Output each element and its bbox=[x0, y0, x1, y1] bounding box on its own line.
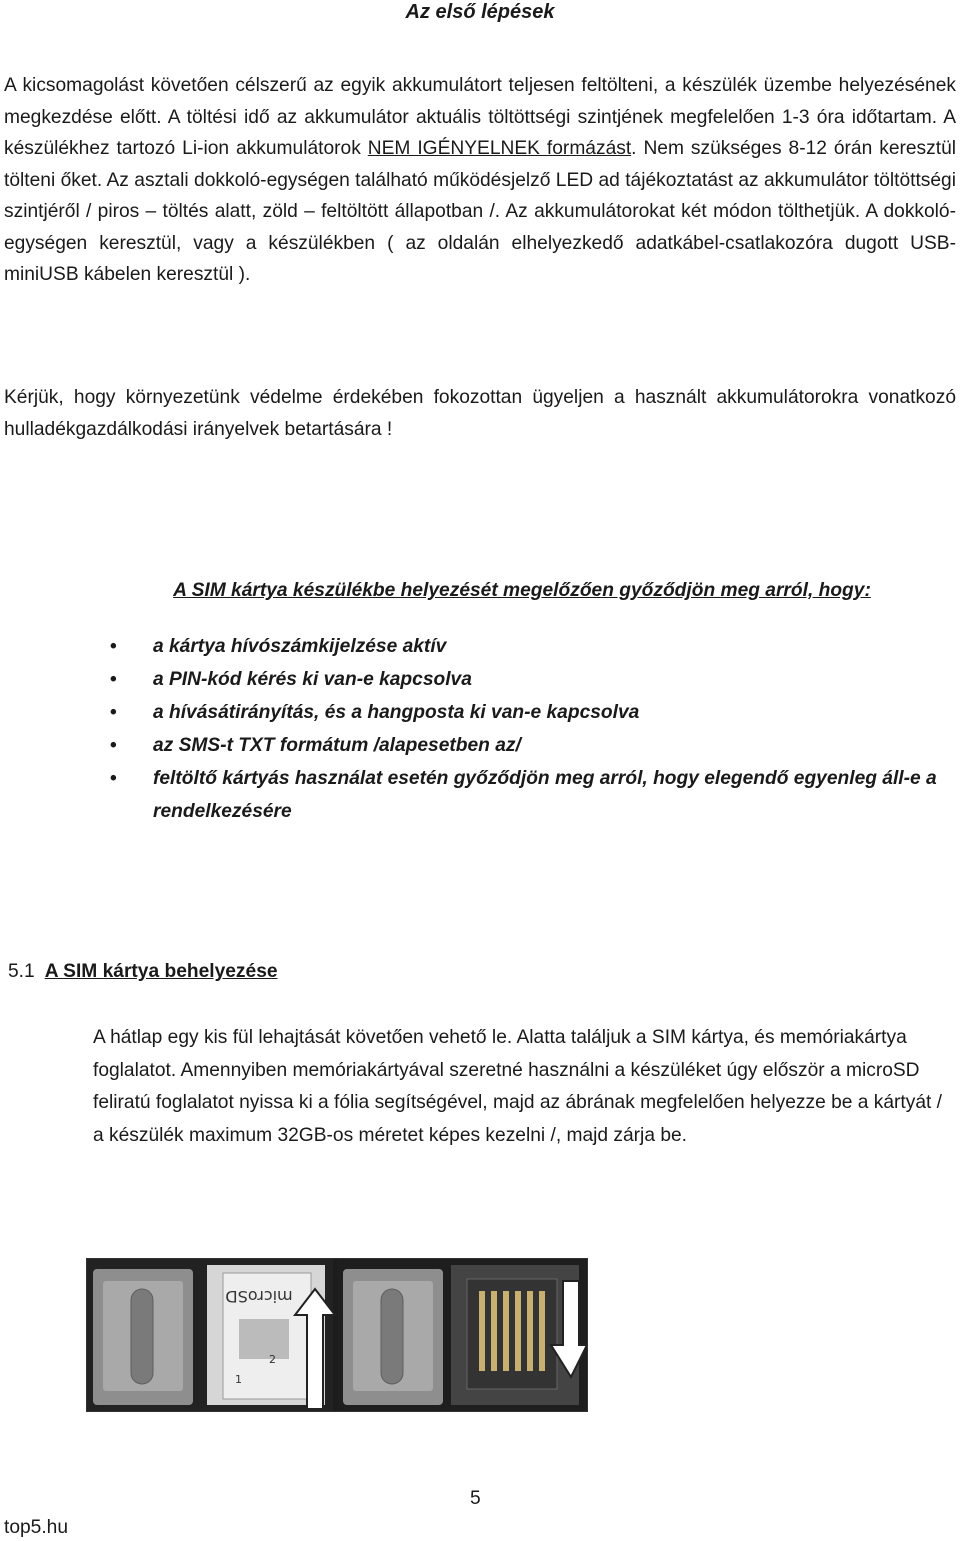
section-title: A SIM kártya behelyezése bbox=[44, 961, 278, 982]
sim-instructions-paragraph: A hátlap egy kis fül lehajtását követően vehető le. Alatta találjuk a SIM kártya, és memóriakártya foglalatot. Amennyiben memóriakártyával szeretné használni a készüléket úgy először a microSD feliratú foglalatot nyissa ki a fólia segítségével, majd az ábrának megfelelően helyezze be a kártyát / a készülék maximum 32GB-os méretet képes kezelni /, majd zárja be. bbox=[93, 1027, 942, 1146]
page-title: Az első lépések bbox=[405, 1, 555, 23]
environment-paragraph: Kérjük, hogy környezetünk védelme érdekében fokozottan ügyeljen a használt akkumulátorokra vonatkozó hulladékgazdálkodási irányelvek betartására ! bbox=[4, 387, 956, 440]
intro-text-start: A kicsomagolást követően célszerű az egyik akkumulátort teljesen feltölteni, a készülék üzembe helyezésének megkezdése előtt. A töltési idő az akkumulátor aktuális töltöttségi szintjének megfelelően 1-3 óra időtartam. A készülékhez tartozó Li-ion akkumulátorok bbox=[4, 75, 956, 159]
list-item: • az SMS-t TXT formátum /alapesetben az/ bbox=[110, 729, 940, 762]
list-item: • a kártya hívószámkijelzése aktív bbox=[110, 630, 940, 663]
sim-slot-illustration bbox=[87, 1259, 587, 1411]
section-number: 5.1 bbox=[8, 961, 35, 982]
intro-paragraph bbox=[4, 70, 956, 291]
step-1-label: 1 bbox=[235, 1373, 242, 1386]
no-formatting-emphasis: NEM IGÉNYELNEK formázást bbox=[367, 138, 632, 159]
section-heading bbox=[8, 958, 278, 986]
sim-slot-photo bbox=[86, 1258, 588, 1412]
footer-site: top5.hu bbox=[4, 1517, 69, 1538]
list-item: • a hívásátirányítás, és a hangposta ki van-e kapcsolva bbox=[110, 696, 940, 729]
step-2-label: 2 bbox=[269, 1353, 276, 1366]
intro-text-end: . Nem szükséges 8-12 órán keresztül tölteni őket. Az asztali dokkoló-egységen található működésjelző LED ad tájékoztatást az akkumulátor töltöttségi szintjéről / piros – töltés alatt, zöld – feltöltött állapotban /. Az akkumulátorokat két módon tölthetjük. A dokkoló-egységen keresztül, vagy a készülékben ( az oldalán elhelyezkedő adatkábel-csatlakozóra dugott USB-miniUSB kábelen keresztül ). bbox=[4, 138, 957, 285]
sim-checklist-heading: A SIM kártya készülékbe helyezését megelőzően győződjön meg arról, hogy: bbox=[173, 580, 871, 601]
page-number: 5 bbox=[470, 1488, 481, 1509]
list-item: • feltöltő kártyás használat esetén győződjön meg arról, hogy elegendő egyenleg áll-e a rendelkezésére bbox=[110, 762, 940, 828]
sim-checklist bbox=[110, 630, 940, 828]
list-item: • a PIN-kód kérés ki van-e kapcsolva bbox=[110, 663, 940, 696]
microsd-label: microSD bbox=[225, 1287, 293, 1306]
